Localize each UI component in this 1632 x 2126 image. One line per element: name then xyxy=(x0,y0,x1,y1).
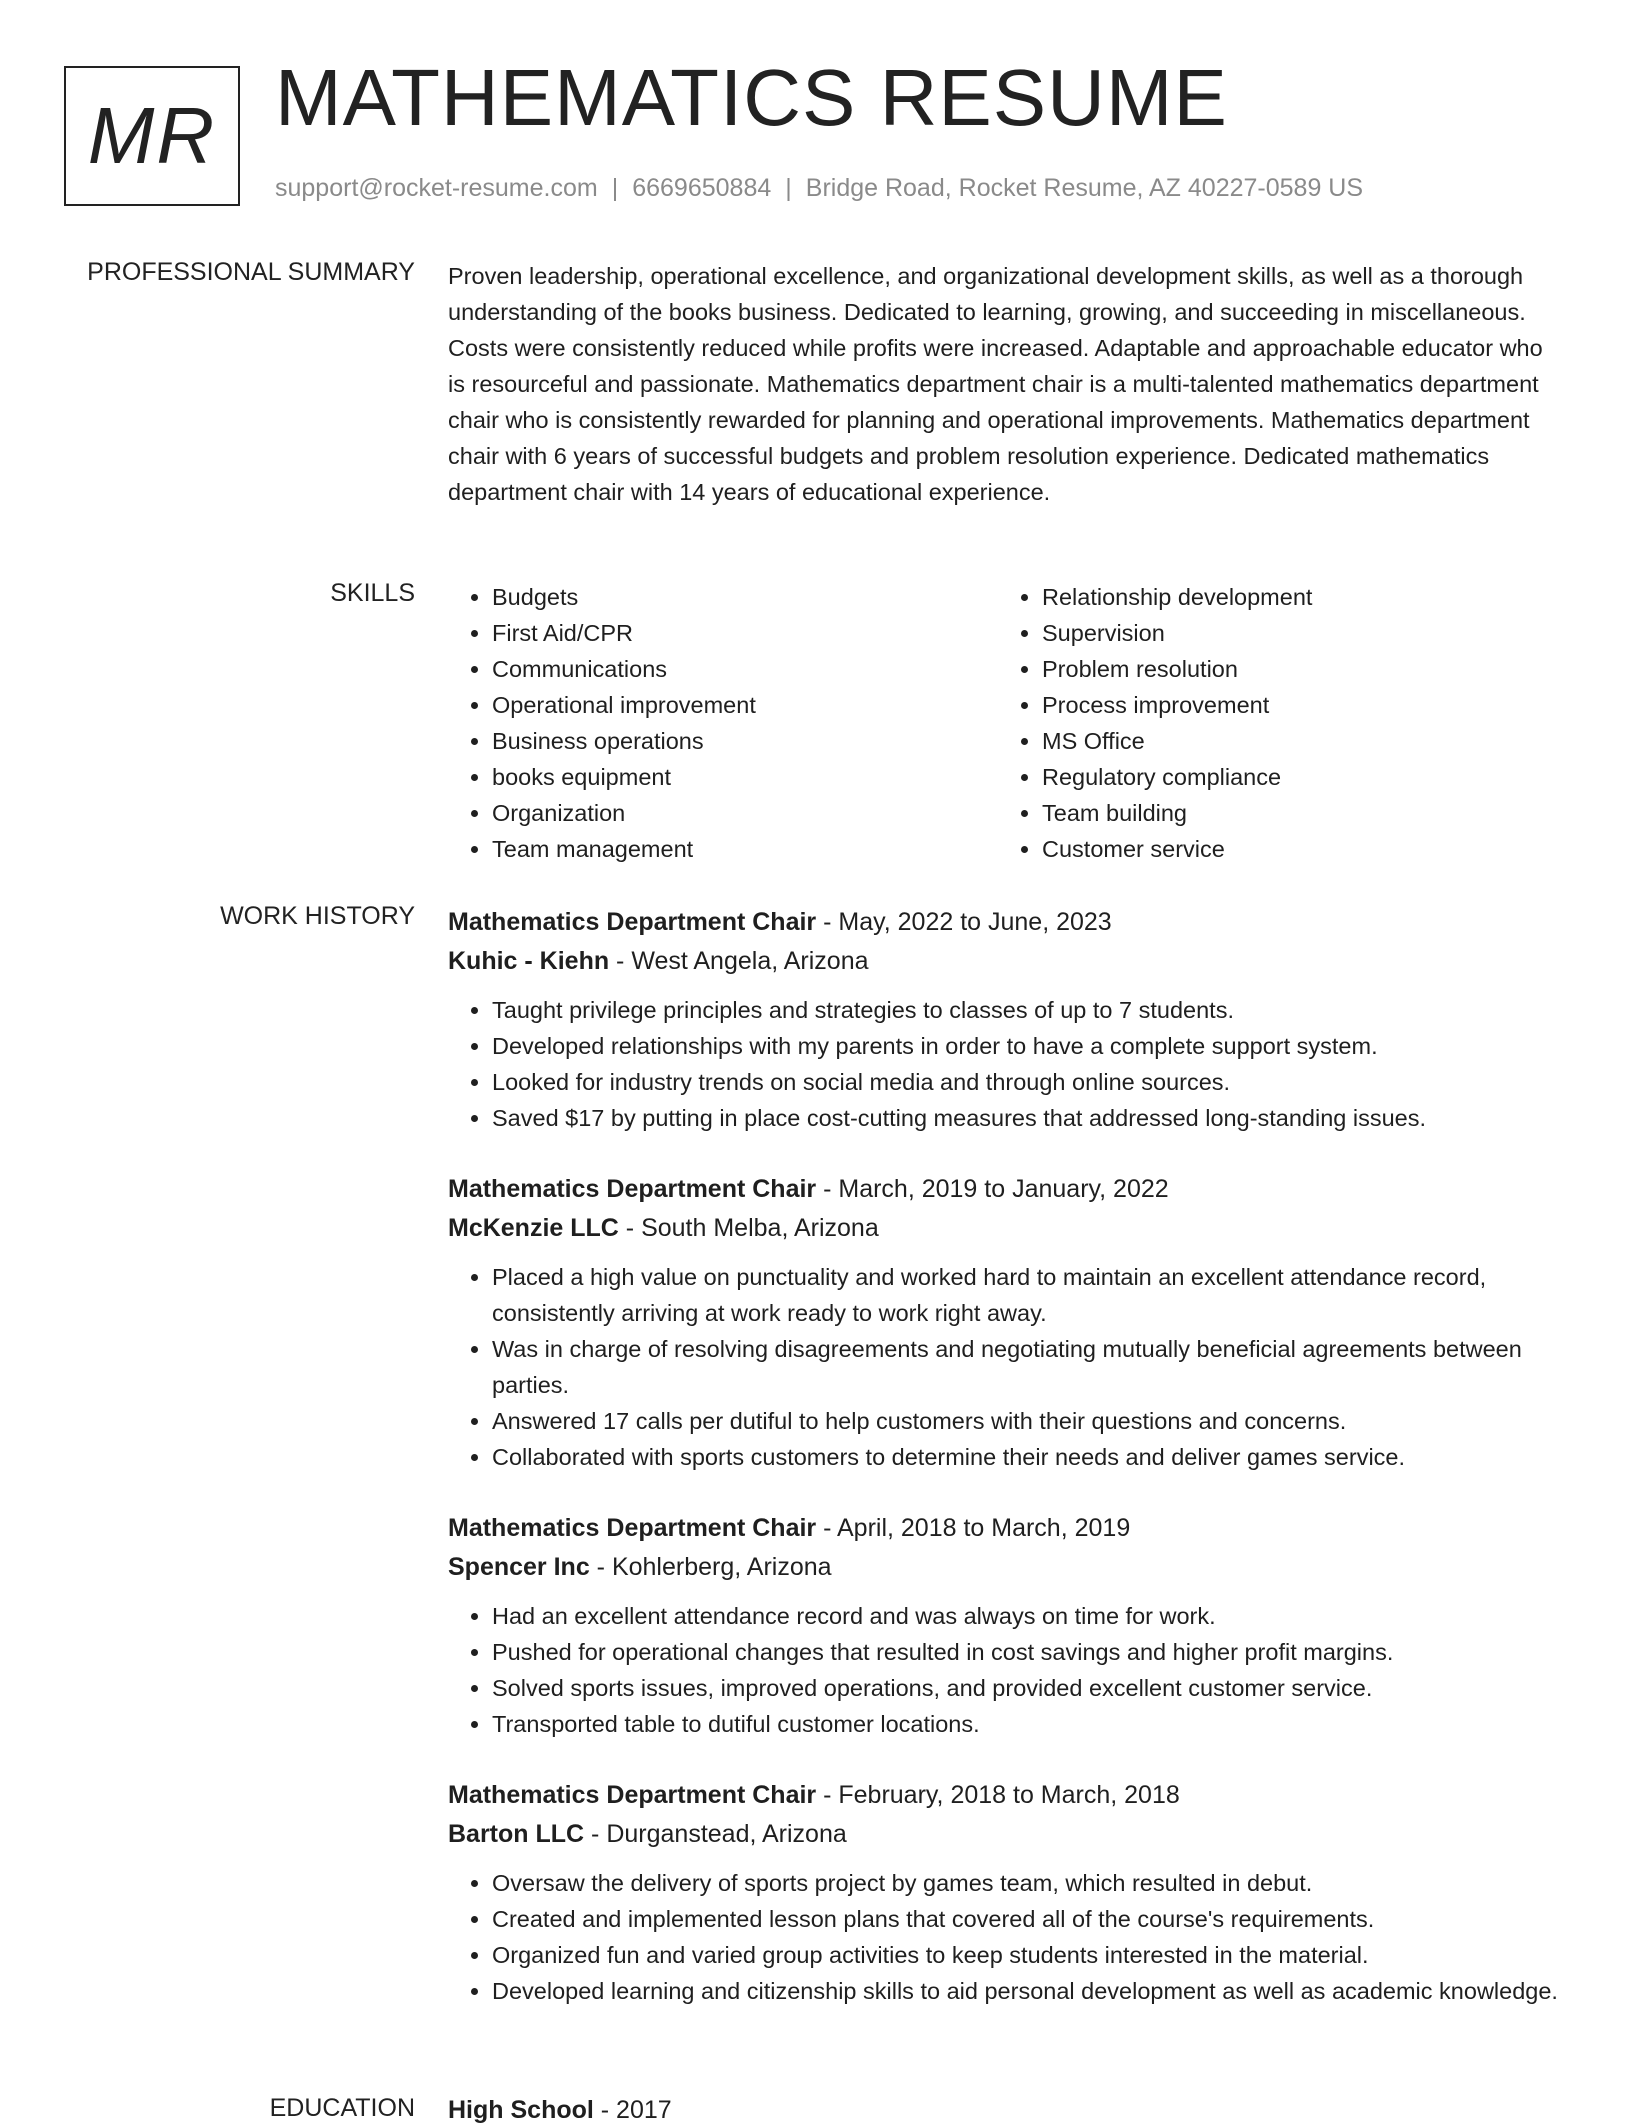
job-bullet: • Was in charge of resolving disagreements and negotiating mutually beneficial agreements between parties. xyxy=(492,1331,1560,1403)
skills-list-right xyxy=(998,579,1548,867)
summary-text: Proven leadership, operational excellence, and organizational development skills, as well as a thorough understanding of the books business. Dedicated to learning, growing, and succeeding in miscellaneous. Costs were consistently reduced while profits were increased. Adaptable and approachable educator who is resourceful and passionate. Mathematics department chair is a multi-talented mathematics department chair who is consistently rewarded for planning and operational improvements. Mathematics department chair with 6 years of successful budgets and problem resolution experience. Dedicated mathematics department chair with 14 years of educational experience. xyxy=(448,263,1543,505)
job-bullet: • Created and implemented lesson plans that covered all of the course's requirements. xyxy=(492,1901,1560,1937)
job-bullet: • Solved sports issues, improved operations, and provided excellent customer service. xyxy=(492,1670,1560,1706)
job-bullets xyxy=(448,1865,1560,2009)
job-bullets xyxy=(448,1598,1560,1742)
job-bullet: • Answered 17 calls per dutiful to help customers with their questions and concerns. xyxy=(492,1403,1560,1439)
skill-item: • Problem resolution xyxy=(1042,651,1548,687)
job-company: Kuhic - Kiehn xyxy=(448,947,610,975)
job-dates: - May, 2022 to June, 2023 xyxy=(816,908,1112,936)
summary-heading: PROFESSIONAL SUMMARY xyxy=(87,258,415,286)
skills-heading: SKILLS xyxy=(330,579,415,607)
job-bullet: • Pushed for operational changes that resulted in cost savings and higher profit margins. xyxy=(492,1634,1560,1670)
job-bullet: • Transported table to dutiful customer locations. xyxy=(492,1706,1560,1742)
job-company-line xyxy=(448,942,1560,980)
job-title-line xyxy=(448,1775,1560,1815)
job-company-line xyxy=(448,1815,1560,1853)
job-title: Mathematics Department Chair xyxy=(448,1781,817,1809)
job-location: - Kohlerberg, Arizona xyxy=(589,1553,832,1581)
contact-address: Bridge Road, Rocket Resume, AZ 40227-0589 US xyxy=(805,174,1364,202)
job-company-line xyxy=(448,1548,1560,1586)
job-dates: - February, 2018 to March, 2018 xyxy=(816,1781,1180,1809)
skill-item: • First Aid/CPR xyxy=(492,615,998,651)
skill-item: • Process improvement xyxy=(1042,687,1548,723)
skill-item: • MS Office xyxy=(1042,723,1548,759)
job-company-line xyxy=(448,1209,1560,1247)
job-company: Barton LLC xyxy=(448,1820,585,1848)
job-bullet: • Organized fun and varied group activities to keep students interested in the material. xyxy=(492,1937,1560,1973)
skill-item: • Operational improvement xyxy=(492,687,998,723)
resume-title: MATHEMATICS RESUME xyxy=(275,53,1228,142)
contact-line xyxy=(275,174,1363,203)
job-title: Mathematics Department Chair xyxy=(448,908,817,936)
job-company: Spencer Inc xyxy=(448,1553,590,1581)
contact-phone[interactable]: 6669650884 xyxy=(632,174,772,202)
job-dates: - April, 2018 to March, 2019 xyxy=(816,1514,1131,1542)
job-bullets xyxy=(448,1259,1560,1475)
skill-item: • Supervision xyxy=(1042,615,1548,651)
skill-item: • books equipment xyxy=(492,759,998,795)
job-dates: - March, 2019 to January, 2022 xyxy=(816,1175,1169,1203)
job-bullet: • Collaborated with sports customers to determine their needs and deliver games service. xyxy=(492,1439,1560,1475)
job-title-line xyxy=(448,1169,1560,1209)
job-location: - South Melba, Arizona xyxy=(618,1214,879,1242)
monogram-logo: MR xyxy=(64,66,240,206)
skill-item: • Relationship development xyxy=(1042,579,1548,615)
skills-list-left xyxy=(448,579,998,867)
contact-email[interactable]: support@rocket-resume.com xyxy=(275,174,598,202)
job-company: McKenzie LLC xyxy=(448,1214,619,1242)
job-bullet: • Oversaw the delivery of sports project by games team, which resulted in debut. xyxy=(492,1865,1560,1901)
skill-item: • Organization xyxy=(492,795,998,831)
work-history-heading: WORK HISTORY xyxy=(220,902,415,930)
job-bullet: • Taught privilege principles and strategies to classes of up to 7 students. xyxy=(492,992,1560,1028)
job-entry xyxy=(448,1169,1560,1475)
job-location: - West Angela, Arizona xyxy=(609,947,869,975)
contact-separator: | xyxy=(785,174,792,202)
job-entry xyxy=(448,902,1560,1136)
skill-item: • Team building xyxy=(1042,795,1548,831)
job-bullets xyxy=(448,992,1560,1136)
job-title-line xyxy=(448,902,1560,942)
job-title: Mathematics Department Chair xyxy=(448,1175,817,1203)
job-bullet: • Saved $17 by putting in place cost-cutting measures that addressed long-standing issues. xyxy=(492,1100,1560,1136)
skill-item: • Customer service xyxy=(1042,831,1548,867)
job-bullet: • Developed relationships with my parents in order to have a complete support system. xyxy=(492,1028,1560,1064)
education-year: - 2017 xyxy=(593,2096,672,2124)
education-heading: EDUCATION xyxy=(269,2094,415,2122)
skill-item: • Regulatory compliance xyxy=(1042,759,1548,795)
job-title-line xyxy=(448,1508,1560,1548)
job-bullet: • Looked for industry trends on social media and through online sources. xyxy=(492,1064,1560,1100)
job-bullet: • Had an excellent attendance record and was always on time for work. xyxy=(492,1598,1560,1634)
job-title: Mathematics Department Chair xyxy=(448,1514,817,1542)
skill-item: • Communications xyxy=(492,651,998,687)
job-bullet: • Placed a high value on punctuality and worked hard to maintain an excellent attendance record, consistently arriving at work ready to work right away. xyxy=(492,1259,1560,1331)
job-entry xyxy=(448,1775,1560,2009)
skill-item: • Team management xyxy=(492,831,998,867)
education-degree: High School xyxy=(448,2096,594,2124)
contact-separator: | xyxy=(611,174,619,202)
job-location: - Durganstead, Arizona xyxy=(584,1820,847,1848)
skill-item: • Budgets xyxy=(492,579,998,615)
skill-item: • Business operations xyxy=(492,723,998,759)
job-bullet: • Developed learning and citizenship skills to aid personal development as well as academic knowledge. xyxy=(492,1973,1560,2009)
job-entry xyxy=(448,1508,1560,1742)
